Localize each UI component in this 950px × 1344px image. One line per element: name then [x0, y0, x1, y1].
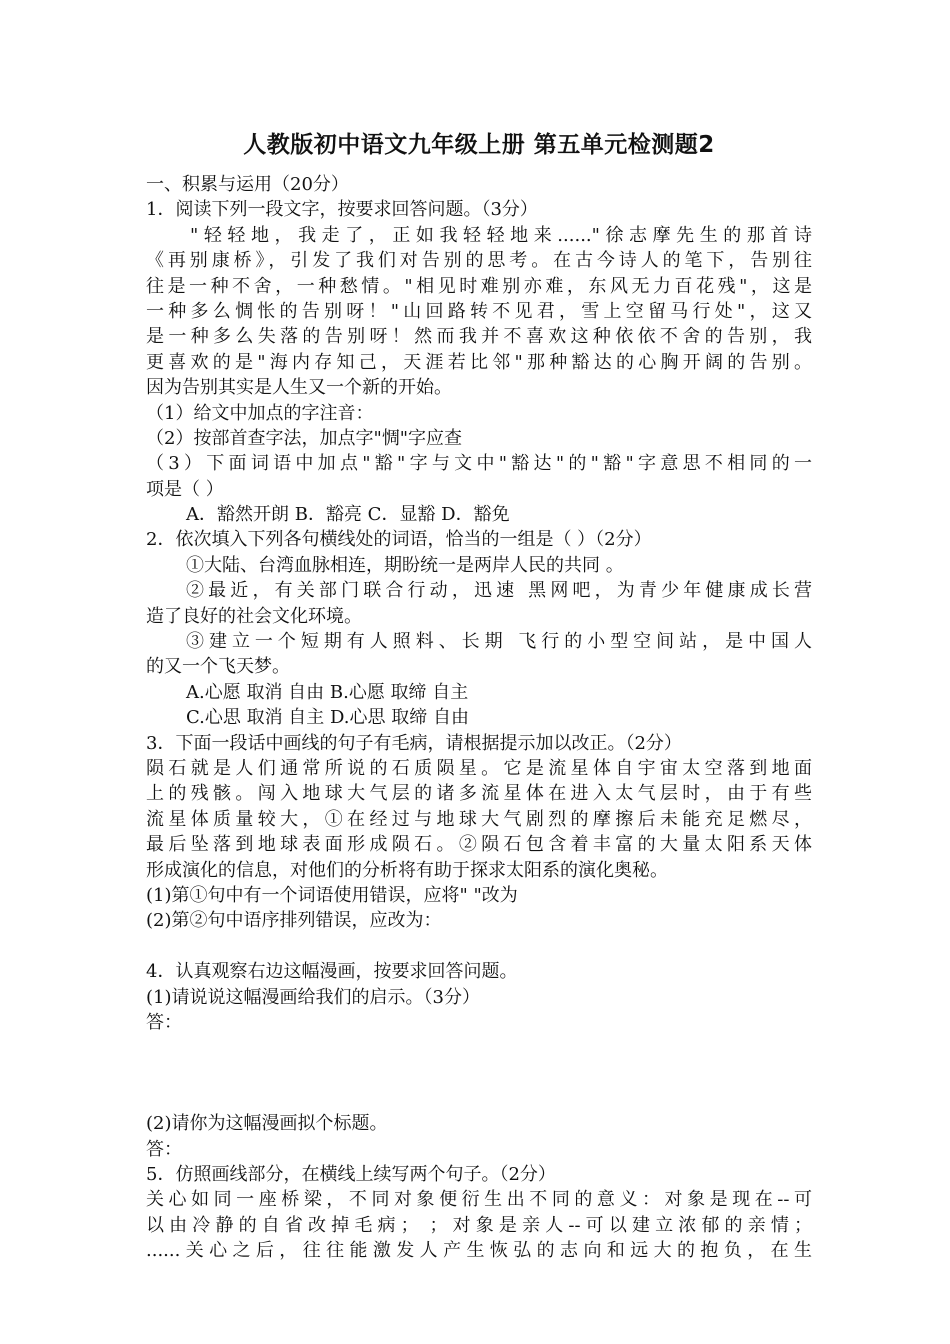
passage-line: 陨石就是人们通常所说的石质陨星。它是流星体自宇宙太空落到地面	[146, 757, 812, 779]
question-2-stem: 2．依次填入下列各句横线处的词语，恰当的一组是（ ）（2分）	[146, 529, 652, 551]
sub-question: （1）给文中加点的字注音：	[146, 402, 374, 424]
passage-line: 以由冷静的自省改掉毛病； ；对象是亲人--可以建立浓郁的亲情；	[146, 1214, 812, 1236]
sub-question: (1)第①句中有一个词语使用错误，应将" "改为	[146, 884, 518, 906]
sentence-item: ①大陆、台湾血脉相连，期盼统一是两岸人民的共同 。	[186, 554, 624, 576]
section-heading: 一、积累与运用（20分）	[146, 174, 349, 195]
sentence-item: ②最近，有关部门联合行动，迅速 黑网吧，为青少年健康成长营	[186, 580, 812, 602]
passage-line: 最后坠落到地球表面形成陨石。②陨石包含着丰富的大量太阳系天体	[146, 834, 812, 856]
answer-options: C.心思 取消 自主 D.心思 取缔 自由	[186, 707, 469, 729]
blank-answer-space	[146, 934, 812, 959]
sub-question: （3）下面词语中加点"豁"字与文中"豁达"的"豁"字意思不相同的一	[146, 453, 812, 475]
question-4-stem: 4．认真观察右边这幅漫画，按要求回答问题。	[146, 961, 518, 983]
passage-line: 更喜欢的是"海内存知己，天涯若比邻"那种豁达的心胸开阔的告别。	[146, 351, 812, 373]
passage-line: 《再别康桥》，引发了我们对告别的思考。在古今诗人的笔下，告别往	[146, 250, 812, 272]
sub-question: (2)请你为这幅漫画拟个标题。	[146, 1113, 388, 1135]
answer-label: 答：	[146, 1011, 182, 1033]
passage-line: "轻轻地，我走了，正如我轻轻地来......"徐志摩先生的那首诗	[190, 224, 812, 246]
document-page	[146, 128, 812, 1264]
blank-answer-space	[146, 1035, 812, 1111]
passage-line: 因为告别其实是人生又一个新的开始。	[146, 377, 452, 399]
passage-line: 一种多么惆怅的告别呀！"山回路转不见君，雪上空留马行处"，这又	[146, 300, 812, 322]
passage-line: 流星体质量较大，①在经过与地球大气剧烈的摩擦后未能充足燃尽，	[146, 808, 812, 830]
sentence-item: 造了良好的社会文化环境。	[146, 605, 362, 627]
passage-line: 是一种多么失落的告别呀！然而我并不喜欢这种依依不舍的告别，我	[146, 326, 812, 348]
document-title: 人教版初中语文九年级上册 第五单元检测题2	[243, 132, 715, 158]
answer-options: A．豁然开朗 B．豁亮 C．显豁 D．豁免	[186, 504, 510, 526]
passage-line: 上的残骸。闯入地球大气层的诸多流星体在进入太气层时，由于有些	[146, 783, 812, 805]
question-1-stem: 1．阅读下列一段文字，按要求回答问题。（3分）	[146, 199, 538, 221]
passage-line: 形成演化的信息，对他们的分析将有助于探求太阳系的演化奥秘。	[146, 859, 668, 881]
answer-label: 答：	[146, 1138, 182, 1160]
sub-question: （2）按部首查字法，加点字"惆"字应查	[146, 427, 463, 449]
question-5-stem: 5．仿照画线部分，在横线上续写两个句子。（2分）	[146, 1164, 556, 1186]
sentence-item: 的又一个飞天梦。	[146, 656, 290, 678]
question-3-stem: 3．下面一段话中画线的句子有毛病，请根据提示加以改正。（2分）	[146, 732, 682, 754]
answer-options: A.心愿 取消 自由 B.心愿 取缔 自主	[186, 681, 469, 703]
passage-line: 关心如同一座桥梁，不同对象便衍生出不同的意义：对象是现在--可	[146, 1189, 812, 1211]
sentence-item: ③建立一个短期有人照料、长期 飞行的小型空间站，是中国人	[186, 631, 812, 653]
passage-line: 往是一种不舍，一种愁情。"相见时难别亦难，东风无力百花残"，这是	[146, 275, 812, 297]
sub-question: (2)第②句中语序排列错误，应改为：	[146, 910, 442, 932]
sub-question: 项是（ ）	[146, 478, 224, 500]
passage-line: ......关心之后，往往能激发人产生恢弘的志向和远大的抱负，在生	[146, 1240, 812, 1262]
sub-question: (1)请说说这幅漫画给我们的启示。（3分）	[146, 986, 480, 1008]
